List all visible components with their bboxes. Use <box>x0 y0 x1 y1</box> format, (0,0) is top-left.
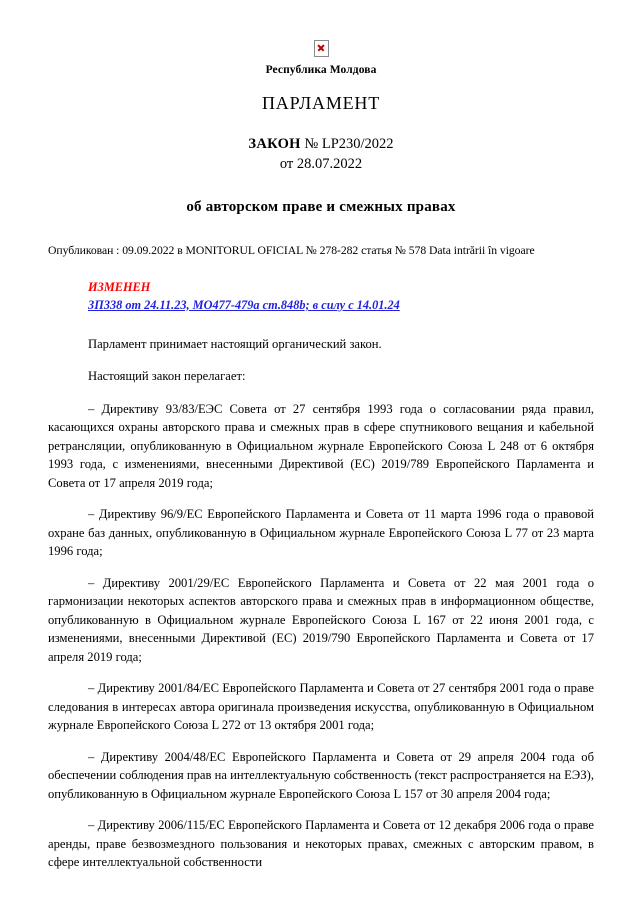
directive-paragraph: – Директиву 93/83/ЕЭС Совета от 27 сентября 1993 года о согласовании ряда правил, касающихся охраны авторского права и смежных прав в сфере спутникового вещания и кабельной ретрансляции, опубликованную в Официальном журнале Европейского Союза L 248 от 6 октября 1993 года, с изменениями, внесенными Директивой (ЕС) 2019/789 Европейского Парламента и Совета от 17 апреля 2019 года; <box>48 401 594 490</box>
law-prefix: ЗАКОН <box>248 136 301 152</box>
directive-paragraph: – Директиву 2001/29/ЕС Европейского Парламента и Совета от 22 мая 2001 года о гармонизации некоторых аспектов авторского права и смежных прав в информационном обществе, опубликованную в Официальном журнале Европейского Союза L 167 от 22 июня 2001 года, с изменениями, внесенными Директивой (ЕС) 2019/790 Европейского Парламента и Совета от 17 апреля 2019 года; <box>48 575 594 664</box>
intro-paragraph: Парламент принимает настоящий органический закон. <box>88 336 382 351</box>
publication-info: Опубликован : 09.09.2022 в MONITORUL OFICIAL № 278-282 статья № 578 Data intrării în vigoare <box>48 244 535 257</box>
amendment-label: ИЗМЕНЕН <box>88 280 151 294</box>
page-title: об авторском праве и смежных правах <box>186 199 456 215</box>
document-masthead <box>48 40 594 216</box>
law-date: от 28.07.2022 <box>279 156 363 172</box>
directive-paragraph: – Директиву 2001/84/ЕС Европейского Парламента и Совета от 27 сентября 2001 года о праве следования в интересах автора оригинала произведения искусства, опубликованную в Официальном журнале Европейского Союза L 272 от 13 октября 2001 года; <box>48 681 594 733</box>
law-number-line <box>48 136 594 153</box>
amendment-block <box>48 279 594 315</box>
republic-heading: Республика Молдова <box>265 64 377 76</box>
directive-paragraph: – Директиву 96/9/ЕС Европейского Парламента и Совета от 11 марта 1996 года о правовой охране баз данных, опубликованную в Официальном журнале Европейского Союза L 77 от 23 марта 1996 года; <box>48 507 594 559</box>
directive-paragraph: – Директиву 2004/48/ЕС Европейского Парламента и Совета от 29 апреля 2004 года об обеспечении соблюдения прав на интеллектуальную собственность (текст распространяется на ЕЭЗ), опубликованную в Официальном журнале Европейского Союза L 157 от 30 апреля 2004 года; <box>48 749 594 801</box>
amendment-link[interactable]: ЗП338 от 24.11.23, МО477-479а ст.848b; в силу с 14.01.24 <box>88 297 400 312</box>
institution-heading: ПАРЛАМЕНТ <box>261 93 381 113</box>
law-number: № LP230/2022 <box>304 136 394 152</box>
lead-in-paragraph: Настоящий закон перелагает: <box>88 369 246 384</box>
directive-paragraph: – Директиву 2006/115/ЕС Европейского Парламента и Совета от 12 декабря 2006 года о праве аренды, праве безвозмездного пользования и некоторых правах, смежных с авторским правом, в сфере интеллектуальной собственности <box>48 818 594 870</box>
broken-image-icon <box>314 40 329 57</box>
